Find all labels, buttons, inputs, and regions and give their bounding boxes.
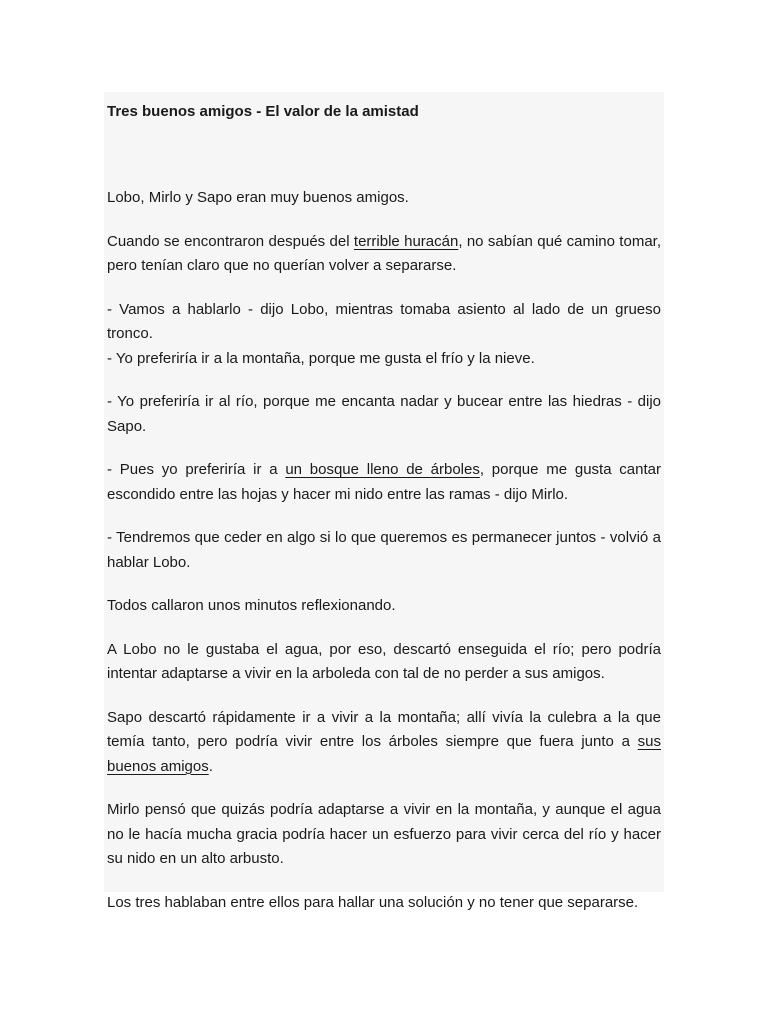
paragraph-11: Mirlo pensó que quizás podría adaptarse a vivir en la montaña, y aunque el agua no le hacía mucha gracia podría hacer un esfuerzo para vivir cerca del río y hacer su nido en un alto arbusto.	[107, 801, 661, 867]
paragraph-9: A Lobo no le gustaba el agua, por eso, descartó enseguida el río; pero podría intentar adaptarse a vivir en la arboleda con tal de no perder a sus amigos.	[107, 640, 661, 682]
link-bosque-lleno-de-arboles[interactable]: un bosque lleno de árboles	[285, 461, 480, 478]
paragraph-6-text-start: - Pues yo preferiría ir a	[107, 461, 286, 478]
paragraph-10-text-start: Sapo descartó rápidamente ir a vivir a la montaña; allí vivía la culebra a la que temía tanto, pero podría vivir entre los árboles siempre que fuera junto a	[107, 708, 661, 750]
paragraph-6-text-end: , porque me gusta cantar escondido entre las hojas y hacer mi nido entre las ramas - dijo Mirlo.	[107, 461, 661, 503]
paragraph-6	[107, 458, 661, 507]
paragraph-2-text-end: , no sabían qué camino tomar, pero tenían claro que no querían volver a separarse.	[107, 232, 661, 274]
document-text-block	[104, 92, 664, 911]
paragraph-10	[107, 706, 661, 780]
paragraph-2	[107, 230, 661, 279]
paragraph-7: - Tendremos que ceder en algo si lo que queremos es permanecer juntos - volvió a hablar Lobo.	[107, 529, 661, 571]
paragraph-8: Todos callaron unos minutos reflexionando.	[107, 597, 396, 614]
title-spacer	[107, 124, 661, 186]
document-title: Tres buenos amigos - El valor de la amistad	[107, 103, 419, 120]
paragraph-4: - Yo preferiría ir a la montaña, porque me gusta el frío y la nieve.	[107, 349, 535, 367]
link-terrible-huracan[interactable]: terrible huracán	[353, 232, 459, 250]
paragraph-10-text-end: .	[208, 757, 213, 775]
paragraph-2-text-start: Cuando se encontraron después del	[107, 232, 354, 250]
link-sus-buenos-amigos[interactable]: sus buenos amigos	[107, 733, 661, 775]
paragraph-3: - Vamos a hablarlo - dijo Lobo, mientras tomaba asiento al lado de un grueso tronco.	[107, 300, 661, 342]
paragraph-1: Lobo, Mirlo y Sapo eran muy buenos amigos.	[107, 189, 409, 206]
paragraph-5: - Yo preferiría ir al río, porque me encanta nadar y bucear entre las hiedras - dijo Sapo.	[107, 393, 661, 435]
paragraph-12: Los tres hablaban entre ellos para hallar una solución y no tener que separarse.	[107, 893, 639, 911]
